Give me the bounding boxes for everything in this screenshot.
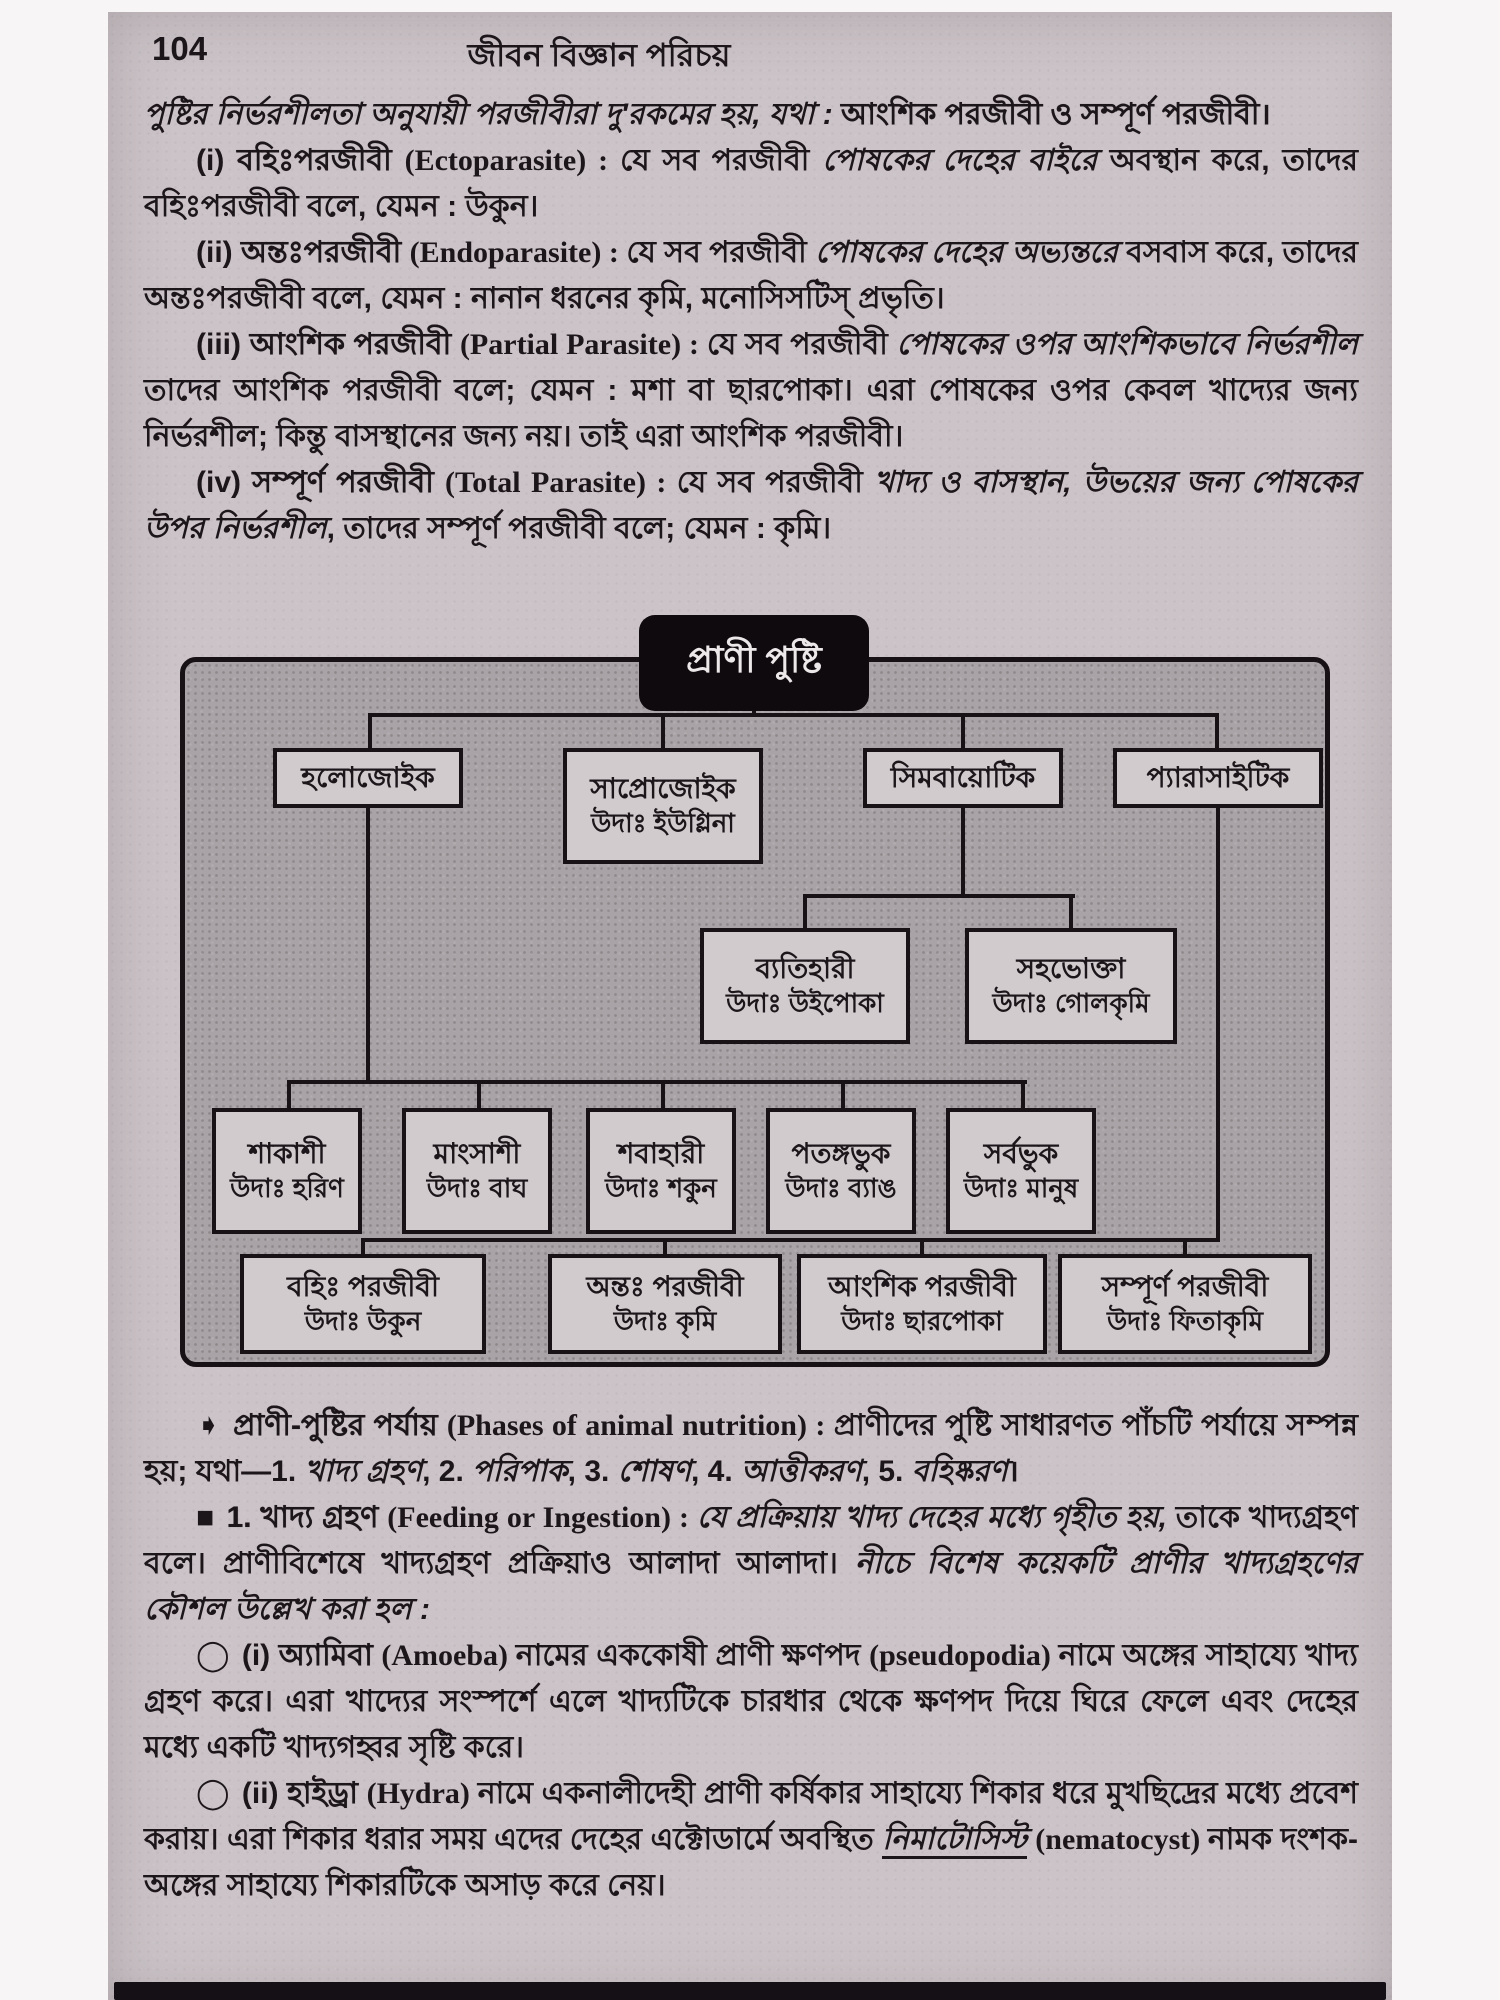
node-example: উদাঃ কৃমি — [613, 1306, 717, 1337]
node-example: উদাঃ উইপোকা — [726, 988, 884, 1019]
text-run: অন্তঃপরজীবী — [241, 236, 410, 269]
text-run: । — [1007, 1455, 1019, 1488]
paragraph-amoeba — [144, 1633, 1358, 1771]
connector-line — [961, 713, 965, 748]
text-run: (Ectoparasite) : — [404, 144, 621, 177]
text-run: (i) — [241, 1639, 279, 1672]
paragraph-partial-parasite — [144, 322, 1358, 460]
text-run: প্রাণী-পুষ্টির পর্যায় — [233, 1409, 447, 1442]
node-endoparasite — [548, 1254, 782, 1354]
text-run: (pseudopodia) — [869, 1639, 1059, 1672]
text-run: বহিঃপরজীবী — [237, 144, 405, 177]
connector-line — [961, 808, 965, 894]
text-run: পরিপাক — [472, 1455, 568, 1488]
node-example: উদাঃ ইউগ্লিনা — [591, 808, 735, 839]
text-run: (iii) — [196, 328, 250, 361]
connector-line — [287, 1080, 1027, 1084]
node-label: পতঙ্গভুক — [791, 1137, 891, 1169]
text-run: (nematocyst) — [1035, 1823, 1208, 1856]
text-run: (iv) — [196, 466, 253, 499]
node-insectivore — [766, 1108, 916, 1234]
bullet-icon: ◯ — [196, 1777, 230, 1810]
connector-line — [661, 713, 665, 748]
node-label: বহিঃ পরজীবী — [286, 1270, 440, 1302]
text-run: নিমাটোসিস্ট — [882, 1823, 1027, 1859]
page-content — [144, 26, 1358, 1909]
text-run: (ii) — [196, 236, 242, 269]
scan-bottom-bar — [114, 1982, 1386, 2000]
node-herbivore — [212, 1108, 362, 1234]
text-run: তাদের আংশিক পরজীবী বলে; যেমন : মশা বা ছারপোকা। এরা পোষকের ওপর কেবল খাদ্যের জন্য নির্ভরশীল; কিন্তু বাসস্থানের জন্য নয়। তাই এরা আংশিক পরজীবী। — [144, 374, 1358, 453]
text-run: অ্যামিবা — [278, 1639, 382, 1672]
connector-line — [477, 1080, 481, 1108]
text-run: , তাদের সম্পূর্ণ পরজীবী বলে; যেমন : কৃমি। — [326, 512, 832, 545]
page-number: 104 — [152, 30, 208, 67]
connector-line — [366, 808, 370, 1080]
connector-line — [1215, 713, 1219, 748]
connector-line — [361, 1238, 1220, 1242]
node-label: ব্যতিহারী — [755, 952, 855, 984]
node-example: উদাঃ ব্যাঙ — [785, 1173, 897, 1204]
text-run: খাদ্য গ্রহণ — [304, 1455, 423, 1488]
text-run: অবস্থান করে, তাদের বহিঃপরজীবী বলে, যেমন : উকুন। — [144, 144, 1358, 223]
text-run: নামক দংশক-অঙ্গের সাহায্যে শিকারটিকে অসাড় করে নেয়। — [144, 1823, 1358, 1902]
page-paper — [108, 12, 1392, 2000]
text-run: পোষকের দেহের অভ্যন্তরে — [815, 236, 1127, 269]
text-run: পুষ্টির নির্ভরশীলতা অনুযায়ী পরজীবীরা দু'রকমের হয়, যথা : — [144, 98, 842, 131]
node-label: সম্পূর্ণ পরজীবী — [1101, 1270, 1269, 1302]
text-run: (Phases of animal nutrition) : — [446, 1409, 834, 1442]
node-example: উদাঃ ছারপোকা — [841, 1306, 1003, 1337]
node-label: আংশিক পরজীবী — [828, 1270, 1016, 1302]
text-run: (ii) — [241, 1777, 288, 1810]
text-run: (Partial Parasite) : — [459, 328, 707, 361]
connector-line — [368, 713, 1219, 717]
bullet-icon: ➧ — [196, 1409, 222, 1442]
node-label: অন্তঃ পরজীবী — [586, 1270, 744, 1302]
node-label: সিমবায়োটিক — [890, 761, 1036, 793]
node-label: সহভোক্তা — [1016, 952, 1126, 984]
text-run: নীচে বিশেষ কয়েকটি প্রাণীর খাদ্যগ্রহণের কৌশল উল্লেখ করা হল : — [144, 1547, 1358, 1626]
bullet-icon: ■ — [196, 1501, 215, 1534]
text-run: (Amoeba) — [381, 1639, 516, 1672]
text-run: বহিষ্করণ — [911, 1455, 1008, 1488]
text-run: যে সব পরজীবী — [626, 236, 816, 269]
flowchart-canvas — [180, 657, 1330, 1367]
text-run: আংশিক পরজীবী ও সম্পূর্ণ পরজীবী — [841, 98, 1260, 131]
paragraph-endoparasite — [144, 230, 1358, 322]
paragraph-total-parasite — [144, 460, 1358, 552]
text-run: খাদ্য ও বাসস্থান, উভয়ের জন্য পোষকের উপর নির্ভরশীল — [144, 466, 1358, 545]
node-symbiotic — [863, 748, 1063, 808]
connector-line — [803, 894, 807, 928]
connector-line — [841, 1080, 845, 1108]
flowchart-title: প্রাণী পুষ্টি — [639, 615, 869, 711]
text-run: নামে অঙ্গের সাহায্যে খাদ্য গ্রহণ করে। এরা খাদ্যের সংস্পর্শে এলে খাদ্যটিকে চারধার থেকে ক্ষণপদ দিয়ে ঘিরে ফেলে এবং দেহের মধ্যে একটি খাদ্যগহ্বর সৃষ্টি করে। — [144, 1639, 1359, 1764]
text-run: হাইড্রা — [287, 1777, 367, 1810]
node-scavenger — [586, 1108, 736, 1234]
text-run: (i) — [196, 144, 238, 177]
node-carnivore — [402, 1108, 552, 1234]
node-example: উদাঃ মানুষ — [963, 1173, 1079, 1204]
connector-line — [1069, 894, 1073, 928]
text-run: (Feeding or Ingestion) : — [387, 1501, 697, 1534]
text-run: (Total Parasite) : — [445, 466, 677, 499]
text-run: যে প্রক্রিয়ায় খাদ্য দেহের মধ্যে গৃহীত হয়, — [696, 1501, 1176, 1534]
node-commensalism — [965, 928, 1177, 1044]
text-run — [1027, 1823, 1035, 1856]
text-run: । — [1259, 98, 1271, 131]
node-total-parasite — [1058, 1254, 1312, 1354]
text-run: আংশিক পরজীবী — [249, 328, 460, 361]
node-mutualism — [700, 928, 910, 1044]
text-run: বসবাস করে, তাদের অন্তঃপরজীবী বলে, যেমন : নানান ধরনের কৃমি, মনোসিসটিস্ প্রভৃতি। — [144, 236, 1358, 315]
connector-line — [287, 1080, 291, 1108]
node-ectoparasite — [240, 1254, 486, 1354]
node-saprozoic — [563, 748, 763, 864]
text-run: তাকে খাদ্যগ্রহণ বলে। প্রাণীবিশেষে খাদ্যগ্রহণ প্রক্রিয়াও আলাদা আলাদা। — [144, 1501, 1358, 1580]
node-label: শবাহারী — [617, 1137, 705, 1169]
text-run: পোষকের ওপর আংশিকভাবে নির্ভরশীল — [896, 328, 1358, 361]
node-label: শাকাশী — [248, 1137, 326, 1169]
node-omnivore — [946, 1108, 1096, 1234]
node-example: উদাঃ বাঘ — [426, 1173, 528, 1204]
paragraph-feeding — [144, 1495, 1358, 1633]
connector-line — [803, 894, 1075, 898]
book-title: জীবন বিজ্ঞান পরিচয় — [467, 37, 731, 73]
text-run: , 2. — [422, 1455, 473, 1488]
connector-line — [661, 1080, 665, 1108]
node-label: হলোজোইক — [301, 761, 435, 793]
text-run: , 5. — [861, 1455, 912, 1488]
connector-line — [1216, 808, 1220, 1238]
text-run: , 4. — [691, 1455, 742, 1488]
text-run: (Hydra) — [366, 1777, 478, 1810]
text-run: সম্পূর্ণ পরজীবী — [252, 466, 446, 499]
parasite-text-block — [144, 92, 1358, 552]
node-example: উদাঃ শকুন — [605, 1173, 717, 1204]
text-run: নামে একনালীদেহী প্রাণী কর্ষিকার সাহায্যে শিকার ধরে মুখছিদ্রের মধ্যে প্রবেশ করায়। এরা শিকার ধরার সময় এদের দেহের এক্টোডার্মে অবস্থিত — [144, 1777, 1358, 1856]
node-parasitic — [1113, 748, 1323, 808]
node-holozoic — [273, 748, 463, 808]
node-label: সর্বভুক — [983, 1137, 1059, 1169]
text-run: পোষকের দেহের বাইরে — [822, 144, 1110, 177]
node-example: উদাঃ উকুন — [304, 1306, 422, 1337]
node-example: উদাঃ হরিণ — [230, 1173, 344, 1204]
node-example: উদাঃ ফিতাকৃমি — [1106, 1306, 1264, 1337]
node-label: মাংসাশী — [433, 1137, 521, 1169]
text-run: যে সব পরজীবী — [676, 466, 875, 499]
nutrition-phases-text-block — [144, 1403, 1358, 1909]
text-run: যে সব পরজীবী — [706, 328, 897, 361]
paragraph-ectoparasite — [144, 138, 1358, 230]
node-label: প্যারাসাইটিক — [1146, 761, 1290, 793]
text-run: শোষণ — [617, 1455, 691, 1488]
connector-line — [1021, 1080, 1025, 1108]
node-example: উদাঃ গোলকৃমি — [992, 988, 1150, 1019]
paragraph-intro — [144, 92, 1358, 138]
paragraph-hydra — [144, 1771, 1358, 1909]
connector-line — [368, 713, 372, 748]
text-run: , 3. — [567, 1455, 618, 1488]
text-run: নামের এককোষী প্রাণী ক্ষণপদ — [515, 1639, 870, 1672]
animal-nutrition-flowchart — [144, 615, 1358, 1375]
bullet-icon: ◯ — [196, 1639, 230, 1672]
node-label: সাপ্রোজোইক — [590, 772, 736, 804]
text-run: প্রাণীদের পুষ্টি সাধারণত পাঁচটি পর্যায়ে সম্পন্ন হয়; যথা—1. — [144, 1409, 1358, 1488]
paragraph-phases — [144, 1403, 1358, 1495]
text-run: 1. খাদ্য গ্রহণ — [226, 1501, 388, 1534]
text-run: যে সব পরজীবী — [620, 144, 823, 177]
page-header — [144, 26, 1358, 76]
text-run: আত্তীকরণ — [741, 1455, 862, 1488]
text-run: (Endoparasite) : — [409, 236, 627, 269]
node-partial-parasite — [797, 1254, 1047, 1354]
